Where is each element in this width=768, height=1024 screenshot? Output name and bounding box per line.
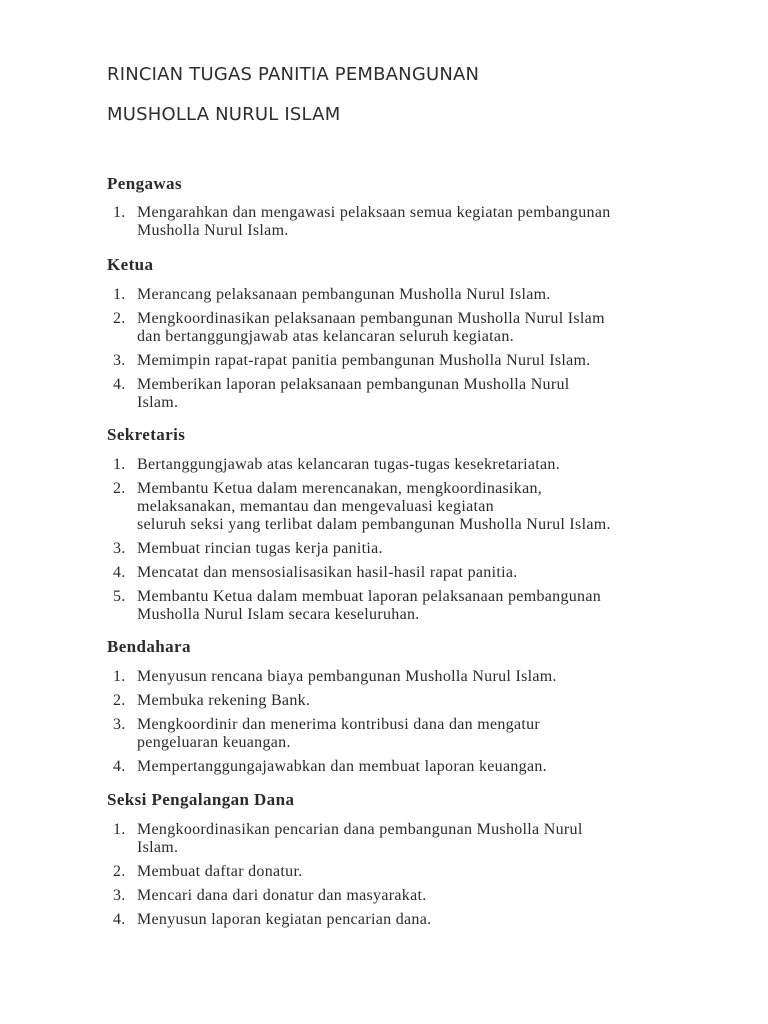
item-number: 4. xyxy=(113,758,126,775)
list-item xyxy=(107,564,727,582)
item-text: Membantu Ketua dalam membuat laporan pelaksanaan pembangunan Musholla Nurul Islam secara keseluruhan. xyxy=(137,588,602,623)
list-item xyxy=(107,588,727,624)
section-heading-pengawas: Pengawas xyxy=(107,174,182,193)
item-text: Merancang pelaksanaan pembangunan Musholla Nurul Islam. xyxy=(137,286,551,303)
item-text: Membuat daftar donatur. xyxy=(137,863,303,880)
list-item xyxy=(107,758,727,776)
item-number: 4. xyxy=(113,911,126,928)
section-heading-sekretaris: Sekretaris xyxy=(107,425,186,444)
section-heading-ketua: Ketua xyxy=(107,255,154,274)
item-text: Mempertanggungajawabkan dan membuat laporan keuangan. xyxy=(137,758,547,775)
list-item xyxy=(107,911,727,929)
list-item xyxy=(107,352,727,370)
list-item xyxy=(107,716,727,752)
list-item xyxy=(107,887,727,905)
item-number: 3. xyxy=(113,540,126,557)
item-number: 5. xyxy=(113,588,126,605)
item-text: Membantu Ketua dalam merencanakan, mengkoordinasikan, melaksanakan, memantau dan mengevaluasi kegiatan seluruh seksi yang terlibat dalam pembangunan Musholla Nurul Islam. xyxy=(137,480,611,533)
section-heading-bendahara: Bendahara xyxy=(107,637,191,656)
item-text: Mengkoordinir dan menerima kontribusi dana dan mengatur pengeluaran keuangan. xyxy=(137,716,541,751)
item-text: Bertanggungjawab atas kelancaran tugas-tugas kesekretariatan. xyxy=(137,456,561,473)
item-number: 1. xyxy=(113,668,126,685)
duty-list-sekretaris xyxy=(107,456,727,624)
item-number: 1. xyxy=(113,286,126,303)
item-number: 1. xyxy=(113,821,126,838)
list-item xyxy=(107,376,727,412)
section-heading-pengalangan-dana: Seksi Pengalangan Dana xyxy=(107,790,295,809)
list-item xyxy=(107,310,727,346)
item-text: Mengarahkan dan mengawasi pelaksaan semua kegiatan pembangunan Musholla Nurul Islam. xyxy=(137,204,611,239)
item-text: Memimpin rapat-rapat panitia pembangunan Musholla Nurul Islam. xyxy=(137,352,591,369)
list-item xyxy=(107,480,727,534)
list-item xyxy=(107,286,727,304)
list-item xyxy=(107,863,727,881)
item-text: Menyusun laporan kegiatan pencarian dana. xyxy=(137,911,432,928)
item-number: 4. xyxy=(113,376,126,393)
item-number: 1. xyxy=(113,456,126,473)
list-item xyxy=(107,821,727,857)
item-text: Mencatat dan mensosialisasikan hasil-hasil rapat panitia. xyxy=(137,564,518,581)
document-title-line-1: RINCIAN TUGAS PANITIA PEMBANGUNAN xyxy=(107,64,480,85)
item-number: 2. xyxy=(113,310,126,327)
item-number: 2. xyxy=(113,863,126,880)
list-item xyxy=(107,456,727,474)
list-item xyxy=(107,668,727,686)
item-text: Membuat rincian tugas kerja panitia. xyxy=(137,540,383,557)
duty-list-pengawas xyxy=(107,204,727,240)
duty-list-bendahara xyxy=(107,668,727,776)
duty-list-ketua xyxy=(107,286,727,412)
item-number: 4. xyxy=(113,564,126,581)
list-item xyxy=(107,692,727,710)
item-text: Mengkoordinasikan pencarian dana pembangunan Musholla Nurul Islam. xyxy=(137,821,583,856)
list-item xyxy=(107,204,727,240)
item-number: 3. xyxy=(113,887,126,904)
item-text: Mengkoordinasikan pelaksanaan pembangunan Musholla Nurul Islam dan bertanggungjawab atas kelancaran seluruh kegiatan. xyxy=(137,310,605,345)
item-text: Membuka rekening Bank. xyxy=(137,692,311,709)
item-number: 2. xyxy=(113,692,126,709)
item-number: 3. xyxy=(113,352,126,369)
duty-list-pengalangan-dana xyxy=(107,821,727,929)
item-number: 1. xyxy=(113,204,126,221)
item-text: Mencari dana dari donatur dan masyarakat. xyxy=(137,887,427,904)
item-number: 3. xyxy=(113,716,126,733)
item-text: Memberikan laporan pelaksanaan pembangunan Musholla Nurul Islam. xyxy=(137,376,570,411)
list-item xyxy=(107,540,727,558)
item-number: 2. xyxy=(113,480,126,497)
document-title-line-2: MUSHOLLA NURUL ISLAM xyxy=(107,104,341,125)
item-text: Menyusun rencana biaya pembangunan Musholla Nurul Islam. xyxy=(137,668,557,685)
